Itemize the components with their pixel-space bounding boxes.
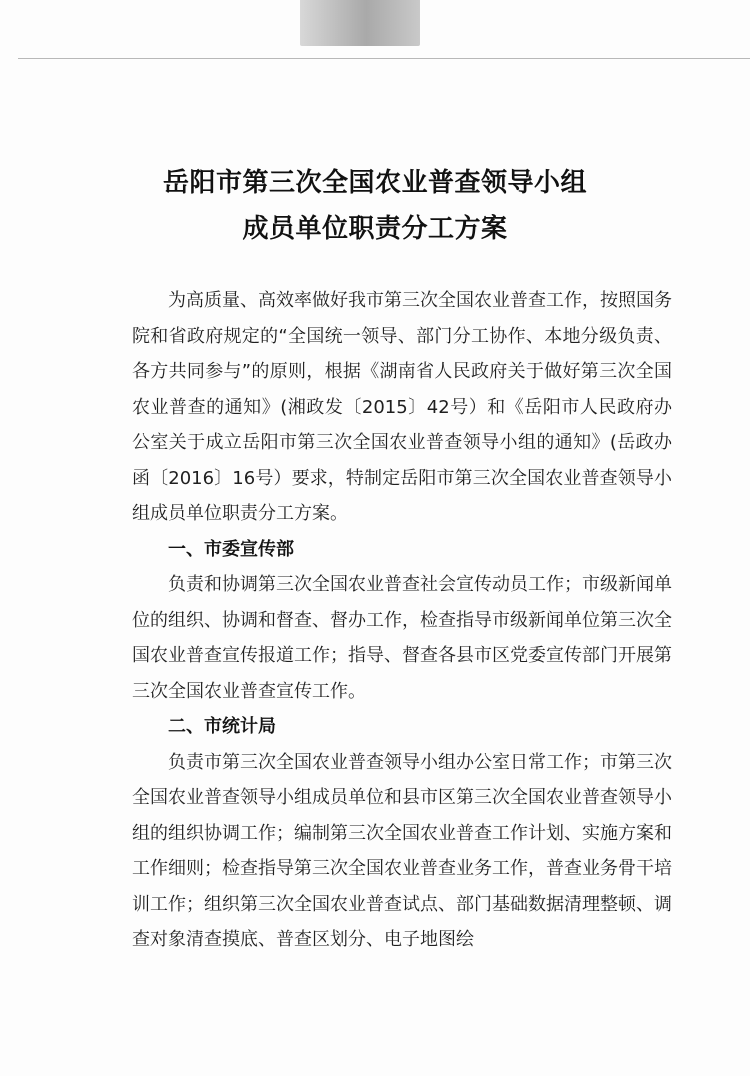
scanner-clip-mark xyxy=(300,0,420,46)
section-heading-statistics: 二、市统计局 xyxy=(168,716,276,737)
title-line-2: 成员单位职责分工方案 xyxy=(242,214,508,244)
section-body-statistics: 负责市第三次全国农业普查领导小组办公室日常工作；市第三次全国农业普查领导小组成员单位和县市区第三次全国农业普查领导小组的组织协调工作；编制第三次全国农业普查工作计划、实施方案和工作细则；检查指导第三次全国农业普查业务工作，普查业务骨干培训工作；组织第三次全国农业普查试点、部门基础数据清理整顿、调查对象清查摸底、普查区划分、电子地图绘 xyxy=(132,751,672,950)
intro-paragraph: 为高质量、高效率做好我市第三次全国农业普查工作，按照国务院和省政府规定的“全国统一领导、部门分工协作、本地分级负责、各方共同参与”的原则，根据《湖南省人民政府关于做好第三次全国农业普查的通知》(湘政发〔2015〕42号）和《岳阳市人民政府办公室关于成立岳阳市第三次全国农业普查领导小组的通知》(岳政办函〔2016〕16号）要求，特制定岳阳市第三次全国农业普查领导小组成员单位职责分工方案。 xyxy=(132,290,672,524)
document-title xyxy=(0,160,750,252)
document-body xyxy=(132,283,672,958)
title-line-1: 岳阳市第三次全国农业普查领导小组 xyxy=(162,168,587,198)
section-body-publicity: 负责和协调第三次全国农业普查社会宣传动员工作；市级新闻单位的组织、协调和督查、督办工作，检查指导市级新闻单位第三次全国农业普查宣传报道工作；指导、督查各县市区党委宣传部门开展第三次全国农业普查宣传工作。 xyxy=(132,574,672,702)
scan-edge-line xyxy=(18,58,750,59)
section-heading-publicity: 一、市委宣传部 xyxy=(168,538,294,560)
